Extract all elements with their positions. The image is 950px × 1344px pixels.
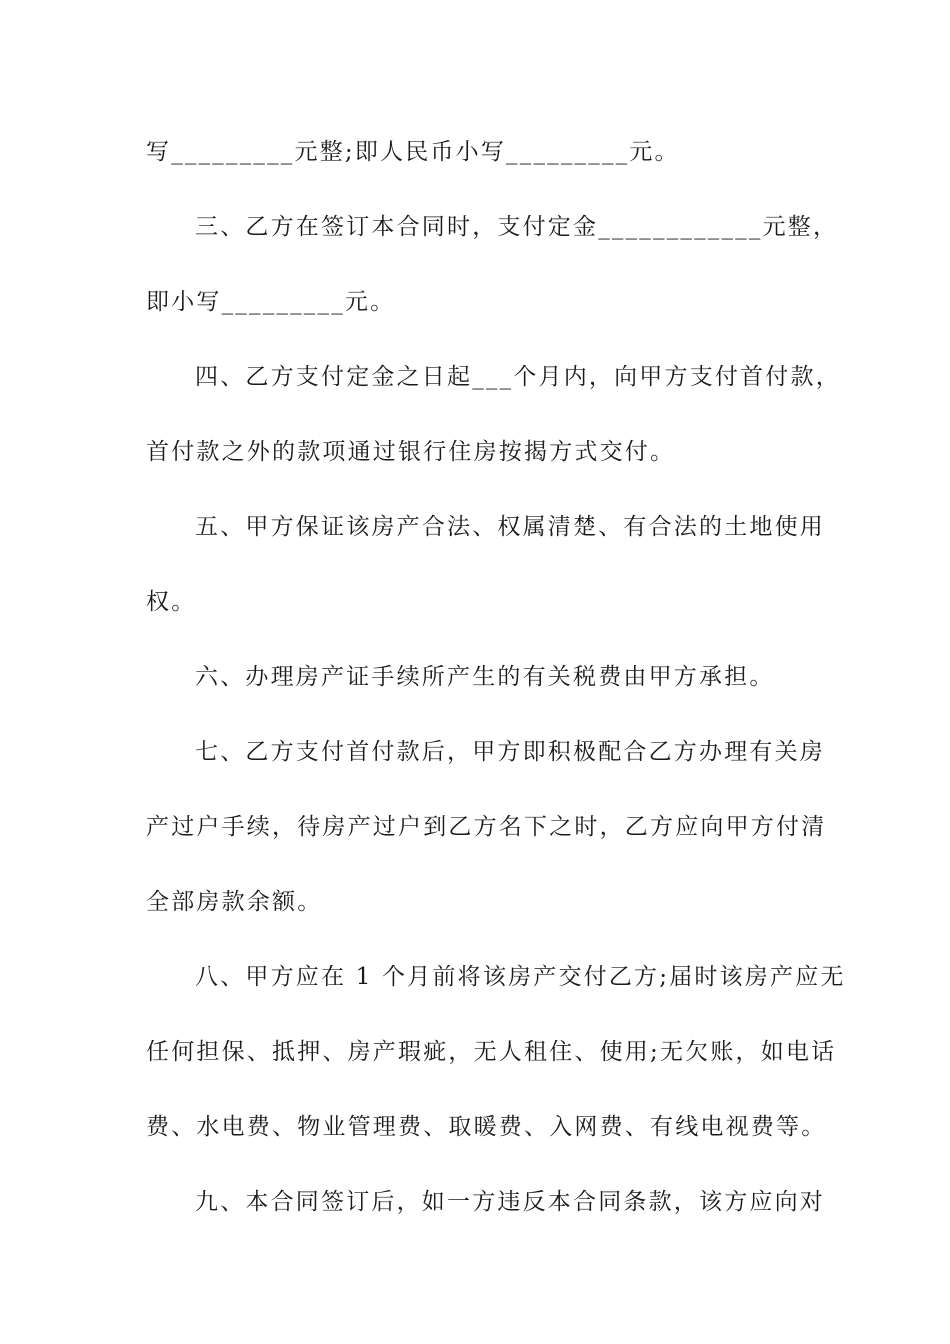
clause-7-line: 七、乙方支付首付款后，甲方即积极配合乙方办理有关房 [195,739,825,765]
text-line: 全部房款余额。 [146,889,323,915]
clause-4-line: 四、乙方支付定金之日起___个月内，向甲方支付首付款， [195,364,841,390]
text-line: 任何担保、抵押、房产瑕疵，无人租住、使用;无欠账，如电话 [146,1039,837,1065]
clause-9-line: 九、本合同签订后，如一方违反本合同条款，该方应向对 [195,1189,825,1215]
text-line: 费、水电费、物业管理费、取暖费、入网费、有线电视费等。 [146,1114,827,1140]
text-line: 写_________元整;即人民币小写_________元。 [146,139,680,165]
clause-3-line: 三、乙方在签订本合同时，支付定金____________元整， [195,214,839,240]
text-line: 即小写_________元。 [146,289,396,315]
clause-5-line: 五、甲方保证该房产合法、权属清楚、有合法的土地使用 [195,514,825,540]
clause-6-line: 六、办理房产证手续所产生的有关税费由甲方承担。 [195,664,775,690]
text-line: 首付款之外的款项通过银行住房按揭方式交付。 [146,439,676,465]
clause-8-line: 八、甲方应在 1 个月前将该房产交付乙方;届时该房产应无 [195,964,846,990]
text-line: 产过户手续，待房产过户到乙方名下之时，乙方应向甲方付清 [146,814,827,840]
text-line: 权。 [146,589,197,615]
